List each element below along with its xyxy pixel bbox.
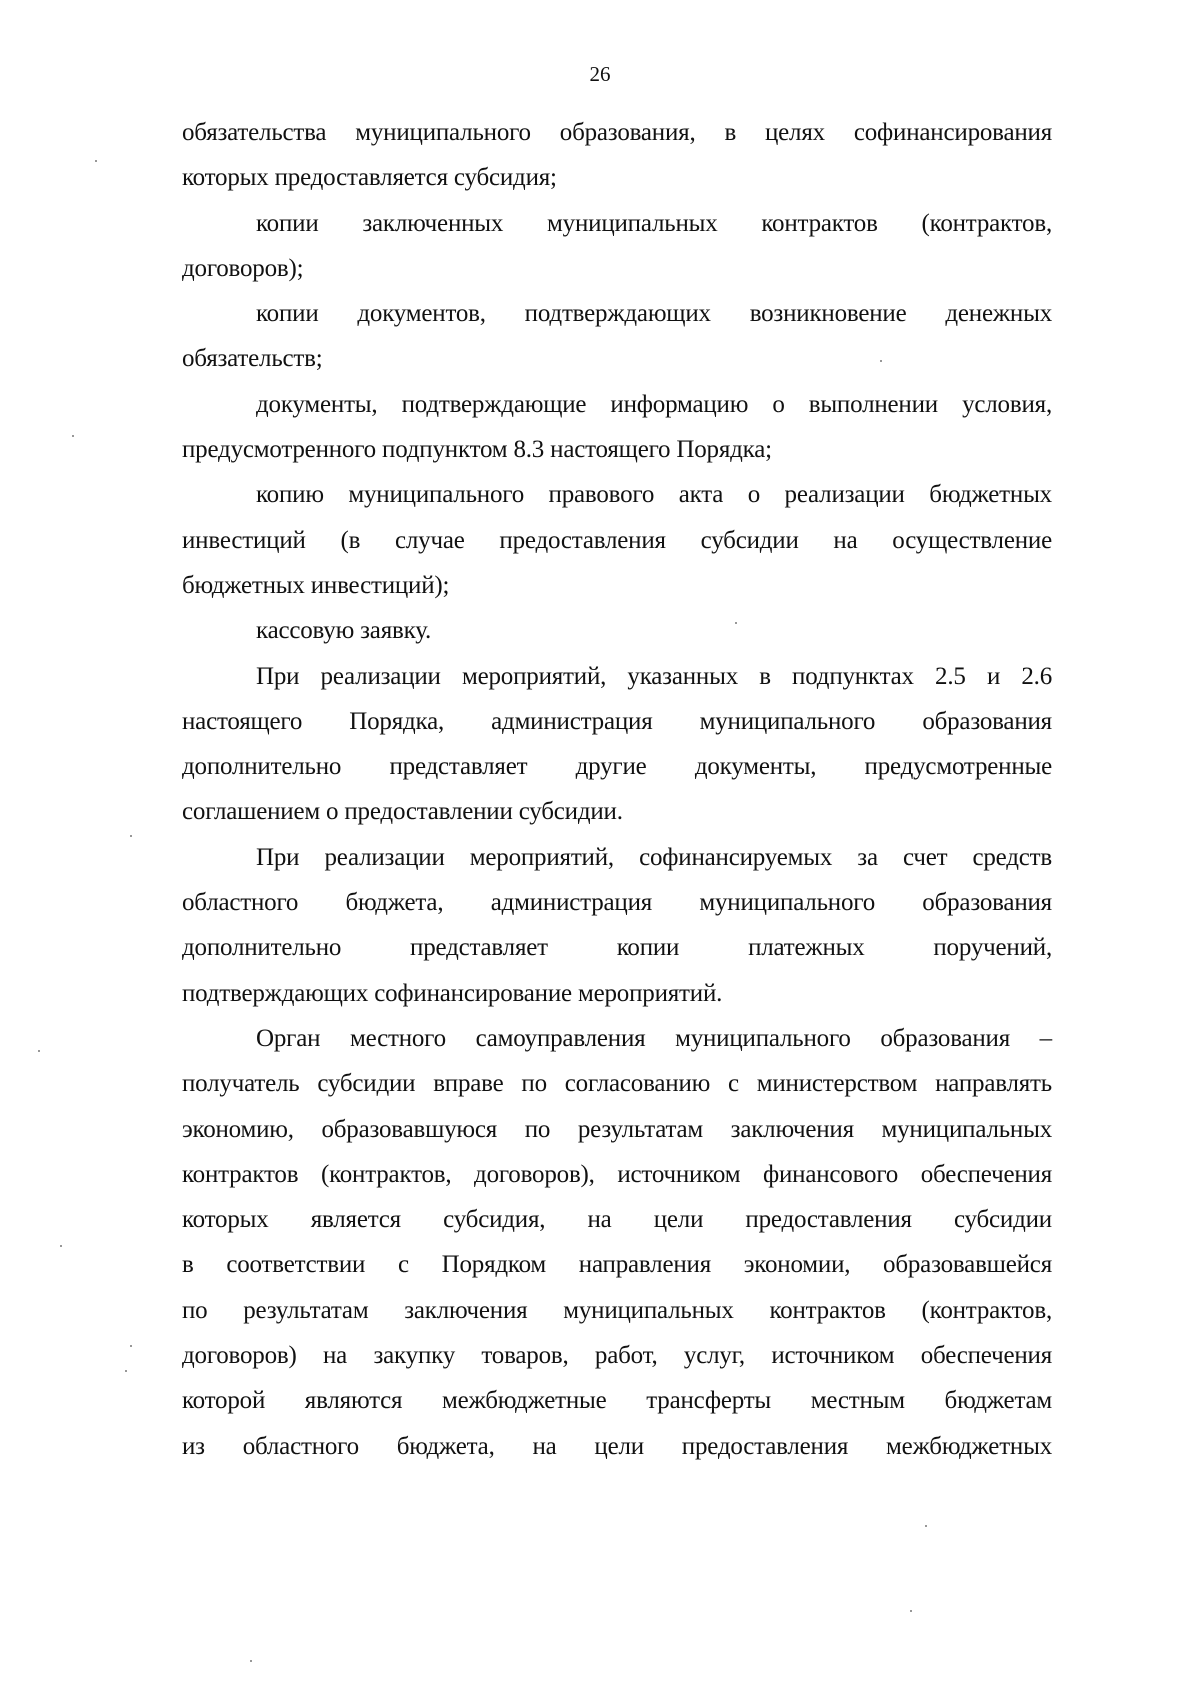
scan-speck — [60, 1245, 62, 1247]
text-line: При реализации мероприятий, софинансируемых за счет средств — [256, 843, 1052, 871]
text-line: документы, подтверждающие информацию о выполнении условия, — [256, 390, 1052, 418]
text-line: копии заключенных муниципальных контрактов (контрактов, — [256, 209, 1052, 237]
text-line: предусмотренного подпунктом 8.3 настоящего Порядка; — [182, 436, 772, 464]
text-line: соглашением о предоставлении субсидии. — [182, 798, 623, 826]
scan-speck — [880, 360, 882, 362]
text-line: кассовую заявку. — [256, 617, 432, 645]
scan-speck — [735, 622, 737, 624]
text-line: копии документов, подтверждающих возникновение денежных — [256, 300, 1052, 328]
text-line: дополнительно представляет другие документы, предусмотренные — [182, 753, 1052, 781]
text-line: инвестиций (в случае предоставления субсидии на осуществление — [182, 526, 1052, 554]
text-line: экономию, образовавшуюся по результатам заключения муниципальных — [182, 1115, 1052, 1143]
text-line: подтверждающих софинансирование мероприятий. — [182, 979, 723, 1007]
text-line: обязательств; — [182, 345, 323, 373]
scan-speck — [130, 835, 132, 837]
scan-speck — [250, 1660, 252, 1662]
text-line: Орган местного самоуправления муниципального образования – — [256, 1024, 1052, 1052]
text-line: в соответствии с Порядком направления экономии, образовавшейся — [182, 1251, 1052, 1279]
text-line: областного бюджета, администрация муниципального образования — [182, 889, 1052, 917]
scan-speck — [38, 1050, 40, 1052]
text-line: настоящего Порядка, администрация муниципального образования — [182, 707, 1052, 735]
text-line: которой являются межбюджетные трансферты местным бюджетам — [182, 1387, 1052, 1415]
text-line: договоров); — [182, 254, 304, 282]
text-line: которых является субсидия, на цели предоставления субсидии — [182, 1206, 1052, 1234]
text-line: договоров) на закупку товаров, работ, услуг, источником обеспечения — [182, 1342, 1052, 1370]
text-line: обязательства муниципального образования, в целях софинансирования — [182, 119, 1052, 146]
text-line: контрактов (контрактов, договоров), источником финансового обеспечения — [182, 1160, 1052, 1188]
text-line: получатель субсидии вправе по согласованию с министерством направлять — [182, 1070, 1052, 1098]
scan-speck — [910, 1610, 912, 1612]
text-line: которых предоставляется субсидия; — [182, 164, 557, 192]
text-line: копию муниципального правового акта о реализации бюджетных — [256, 481, 1052, 509]
text-line: дополнительно представляет копии платежных поручений, — [182, 934, 1052, 962]
text-line: из областного бюджета, на цели предоставления межбюджетных — [182, 1432, 1052, 1460]
scan-speck — [130, 1345, 132, 1347]
document-body — [182, 110, 1052, 1469]
scan-speck — [925, 1525, 927, 1527]
scan-speck — [72, 435, 74, 437]
text-line: При реализации мероприятий, указанных в подпунктах 2.5 и 2.6 — [256, 662, 1052, 690]
page-number: 26 — [589, 62, 611, 86]
scan-speck — [95, 160, 97, 162]
text-line: бюджетных инвестиций); — [182, 571, 450, 599]
text-line: по результатам заключения муниципальных контрактов (контрактов, — [182, 1296, 1052, 1324]
scan-speck — [125, 1370, 127, 1372]
